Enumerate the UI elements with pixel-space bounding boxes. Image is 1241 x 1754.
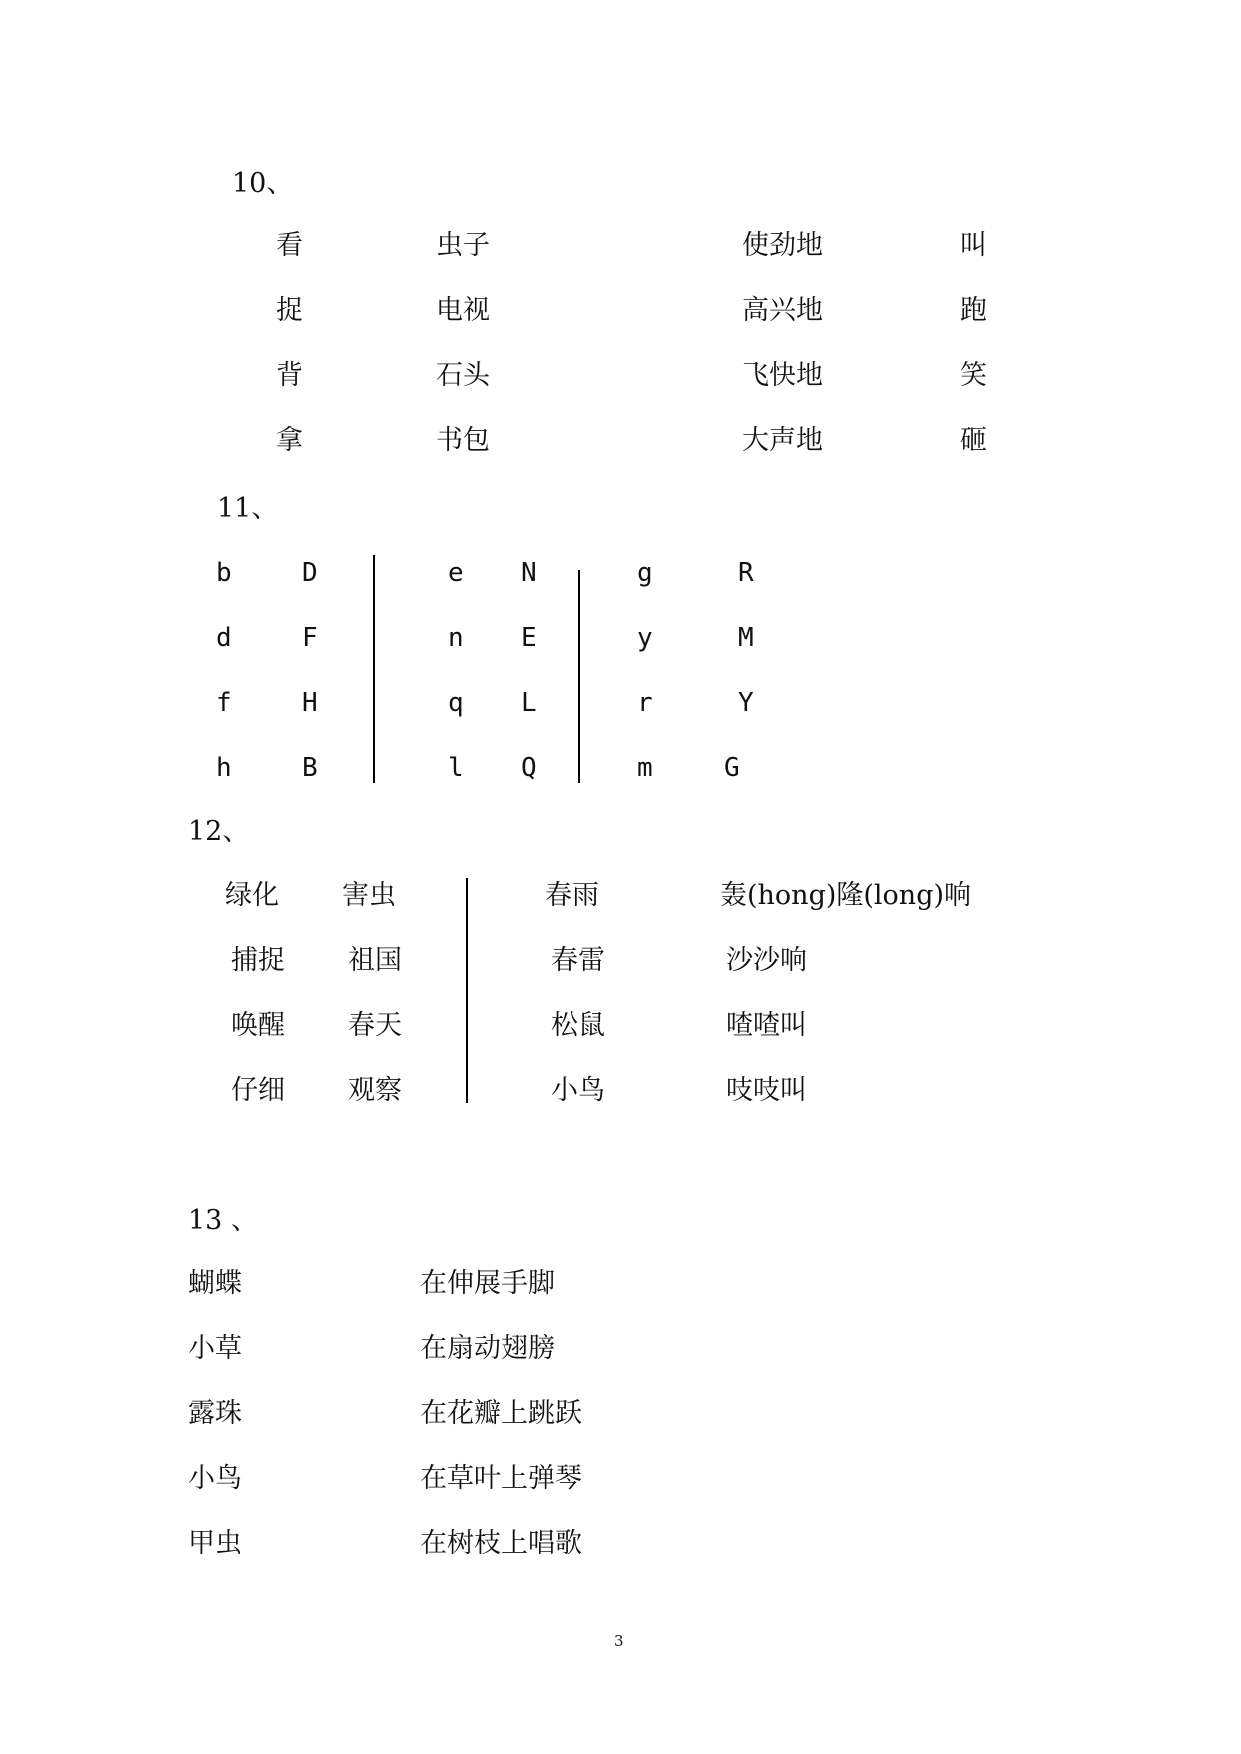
q10-adverb: 大声地	[742, 425, 823, 456]
q13-phrase: 在花瓣上跳跃	[420, 1398, 582, 1429]
q11-letter: b	[216, 558, 232, 588]
q12-word: 祖国	[348, 945, 402, 976]
q11-letter: q	[448, 688, 464, 718]
q10-adverb: 高兴地	[742, 295, 823, 326]
q13-phrase: 在树枝上唱歌	[420, 1528, 582, 1559]
q13-subject: 小草	[188, 1333, 242, 1364]
q10-adverb: 使劲地	[742, 230, 823, 261]
q11-letter: N	[521, 558, 537, 588]
q12-word: 唤醒	[231, 1010, 285, 1041]
q10-noun: 虫子	[436, 230, 490, 261]
q12-word: 仔细	[231, 1075, 285, 1106]
q11-letter: m	[637, 753, 653, 783]
page-number: 3	[614, 1632, 624, 1650]
q10-action: 叫	[960, 230, 987, 261]
q10-action: 砸	[960, 425, 987, 456]
q13-phrase: 在伸展手脚	[420, 1268, 555, 1299]
q12-word: 喳喳叫	[726, 1010, 807, 1041]
q11-letter: B	[302, 753, 318, 783]
q12-word: 绿化	[225, 880, 279, 911]
q11-letter: Y	[738, 688, 754, 718]
q11-letter: R	[738, 558, 754, 588]
q13-phrase: 在扇动翅膀	[420, 1333, 555, 1364]
q12-number: 12、	[188, 816, 250, 847]
q11-letter: L	[521, 688, 537, 718]
q11-letter: l	[448, 753, 464, 783]
q10-noun: 书包	[436, 425, 490, 456]
q11-letter: G	[724, 753, 740, 783]
q11-letter: D	[302, 558, 318, 588]
q11-letter: M	[738, 623, 754, 653]
q11-letter: f	[216, 688, 232, 718]
q12-divider	[466, 878, 468, 1103]
q10-action: 跑	[960, 295, 987, 326]
q11-letter: g	[637, 558, 653, 588]
q12-word: 春雨	[545, 880, 599, 911]
q11-letter: Q	[521, 753, 537, 783]
q12-word: 害虫	[342, 880, 396, 911]
q11-letter: y	[637, 623, 653, 653]
q12-word: 轰(hong)隆(long)响	[720, 880, 972, 911]
q11-letter: E	[521, 623, 537, 653]
q11-letter: r	[637, 688, 653, 718]
q12-word: 松鼠	[551, 1010, 605, 1041]
q10-verb: 捉	[276, 295, 303, 326]
q10-verb: 拿	[276, 425, 303, 456]
q10-action: 笑	[960, 360, 987, 391]
q10-noun: 石头	[436, 360, 490, 391]
q12-word: 春雷	[551, 945, 605, 976]
q10-verb: 背	[276, 360, 303, 391]
q12-word: 春天	[348, 1010, 402, 1041]
q13-number: 13 、	[188, 1205, 258, 1236]
q10-adverb: 飞快地	[742, 360, 823, 391]
q11-letter: F	[302, 623, 318, 653]
q13-subject: 甲虫	[188, 1528, 242, 1559]
q11-number: 11、	[217, 493, 279, 524]
q13-subject: 小鸟	[188, 1463, 242, 1494]
q13-subject: 蝴蝶	[188, 1268, 242, 1299]
q11-letter: e	[448, 558, 464, 588]
q13-subject: 露珠	[188, 1398, 242, 1429]
q12-word: 捕捉	[231, 945, 285, 976]
q10-verb: 看	[276, 230, 303, 261]
q12-word: 沙沙响	[726, 945, 807, 976]
q12-word: 观察	[348, 1075, 402, 1106]
q11-divider-left	[373, 555, 375, 783]
q10-number: 10、	[232, 168, 294, 199]
q11-divider-right	[578, 570, 580, 783]
q11-letter: d	[216, 623, 232, 653]
q11-letter: h	[216, 753, 232, 783]
q11-letter: n	[448, 623, 464, 653]
q12-word: 小鸟	[551, 1075, 605, 1106]
q11-letter: H	[302, 688, 318, 718]
q10-noun: 电视	[436, 295, 490, 326]
q12-word: 吱吱叫	[726, 1075, 807, 1106]
q13-phrase: 在草叶上弹琴	[420, 1463, 582, 1494]
